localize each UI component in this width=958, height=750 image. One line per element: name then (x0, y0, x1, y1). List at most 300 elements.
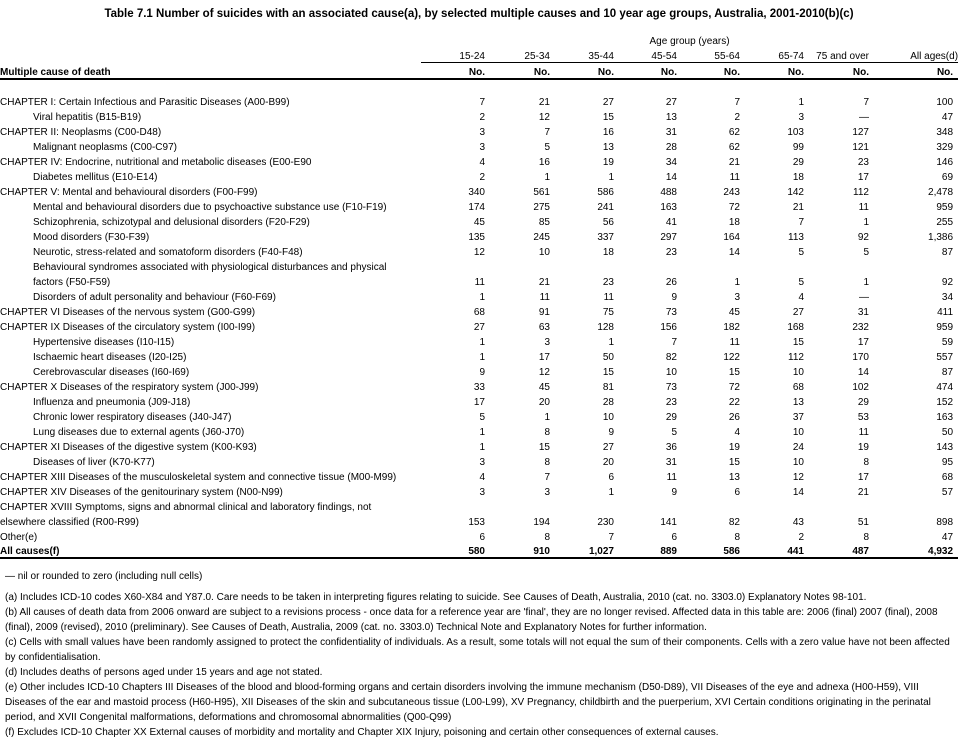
unit-label: No. (869, 62, 958, 79)
value-cell: 1 (608, 487, 614, 498)
value-cell: 8 (863, 457, 869, 468)
value-cell: — (859, 112, 869, 123)
value-cell: 15 (792, 337, 804, 348)
value-cell: 21 (538, 97, 550, 108)
value-cell: 3 (479, 487, 485, 498)
value-cell: 232 (852, 322, 869, 333)
value-cell: 1 (608, 172, 614, 183)
unit-label: No. (677, 62, 740, 79)
row-label: factors (F50-F59) (33, 277, 111, 288)
value-cell: 14 (728, 247, 740, 258)
value-cell: 29 (857, 397, 869, 408)
value-cell: 1 (608, 337, 614, 348)
value-cell: 3 (734, 292, 740, 303)
value-cell: 12 (538, 367, 550, 378)
value-cell: 10 (792, 367, 804, 378)
table-row (0, 213, 958, 228)
value-cell: 27 (792, 307, 804, 318)
value-cell: 5 (863, 247, 869, 258)
unit-label: No. (740, 62, 804, 79)
value-cell: 50 (941, 427, 954, 438)
value-cell: 348 (936, 127, 954, 138)
spacer-row (0, 79, 958, 93)
value-cell: 6 (734, 487, 740, 498)
value-cell: 28 (602, 397, 614, 408)
value-cell: 230 (597, 517, 614, 528)
value-cell: 18 (728, 217, 740, 228)
value-cell: 87 (941, 247, 954, 258)
value-cell: 45 (538, 382, 550, 393)
footnotes (5, 590, 954, 740)
age-column-header: 25-34 (485, 47, 550, 62)
value-cell: 9 (608, 427, 614, 438)
value-cell (485, 498, 550, 513)
value-cell: 112 (853, 187, 869, 198)
value-cell: 10 (665, 367, 677, 378)
value-cell: 1 (479, 427, 485, 438)
value-cell: 11 (858, 202, 869, 213)
value-cell: 121 (852, 142, 869, 153)
value-cell: 53 (857, 412, 869, 423)
age-columns-row (0, 47, 958, 62)
value-cell: 17 (538, 352, 550, 363)
value-cell: 17 (857, 172, 869, 183)
age-group-header-row (0, 32, 958, 47)
value-cell: 135 (468, 232, 485, 243)
value-cell: 141 (660, 517, 677, 528)
value-cell: 12 (538, 112, 550, 123)
table-row (0, 93, 958, 108)
value-cell: 561 (533, 187, 550, 198)
value-cell: 1 (544, 172, 550, 183)
value-cell: 23 (857, 157, 869, 168)
value-cell: 3 (479, 142, 485, 153)
footnote: (c) Cells with small values have been randomly assigned to protect the confidentiality of individuals. As a result, some totals will not equal the sum of their components. Cells with a zero value have not been affected by confidentialisation. (5, 637, 950, 663)
value-cell: 21 (857, 487, 869, 498)
value-cell: 163 (660, 202, 677, 213)
value-cell: 164 (723, 232, 740, 243)
value-cell: 23 (665, 397, 677, 408)
value-cell: 27 (473, 322, 485, 333)
value-cell: 92 (857, 232, 869, 243)
value-cell: 7 (608, 532, 614, 543)
value-cell: 6 (608, 472, 614, 483)
value-cell: 34 (941, 292, 954, 303)
value-cell: 910 (485, 543, 550, 558)
table-row (0, 288, 958, 303)
row-label: CHAPTER IX Diseases of the circulatory system (I00-I99) (0, 322, 256, 333)
row-label: Schizophrenia, schizotypal and delusional disorders (F20-F29) (33, 217, 310, 228)
value-cell: 19 (857, 442, 869, 453)
value-cell (421, 498, 485, 513)
value-cell: 11 (474, 277, 485, 288)
value-cell: 27 (602, 442, 614, 453)
value-cell: 22 (728, 397, 740, 408)
value-cell: 20 (602, 457, 614, 468)
value-cell: 474 (936, 382, 954, 393)
value-cell: 128 (597, 322, 614, 333)
value-cell: 2 (734, 112, 740, 123)
table-row (0, 453, 958, 468)
value-cell: 245 (533, 232, 550, 243)
table-body (0, 79, 958, 558)
value-cell: 91 (538, 307, 550, 318)
value-cell: 243 (723, 187, 740, 198)
age-column-header: 45-54 (614, 47, 677, 62)
value-cell: 889 (614, 543, 677, 558)
table-row (0, 423, 958, 438)
value-cell: 69 (941, 172, 954, 183)
value-cell: 81 (602, 382, 614, 393)
table-row (0, 198, 958, 213)
row-label: Diabetes mellitus (E10-E14) (33, 172, 158, 183)
value-cell: 68 (941, 472, 954, 483)
value-cell (740, 498, 804, 513)
value-cell: 3 (479, 457, 485, 468)
value-cell: 17 (857, 337, 869, 348)
value-cell: 72 (728, 202, 740, 213)
value-cell: 13 (665, 112, 677, 123)
value-cell: 16 (538, 157, 550, 168)
value-cell (740, 258, 804, 273)
row-label: Mood disorders (F30-F39) (33, 232, 150, 243)
table-row (0, 273, 958, 288)
value-cell: 5 (544, 142, 550, 153)
data-table (0, 32, 958, 559)
value-cell: 27 (602, 97, 614, 108)
table-row (0, 243, 958, 258)
table-row (0, 378, 958, 393)
value-cell: 8 (544, 427, 550, 438)
value-cell: 1 (479, 337, 485, 348)
value-cell: 2 (479, 112, 485, 123)
value-cell: 11 (729, 337, 740, 348)
value-cell: 2 (479, 172, 485, 183)
age-column-header: 75 and over (804, 47, 869, 62)
value-cell: 10 (792, 457, 804, 468)
value-cell: 5 (479, 412, 485, 423)
value-cell: 95 (941, 457, 954, 468)
value-cell: 14 (665, 172, 677, 183)
value-cell: 47 (941, 112, 954, 123)
value-cell: 143 (936, 442, 954, 453)
value-cell: 153 (468, 517, 485, 528)
row-label: Hypertensive diseases (I10-I15) (33, 337, 175, 348)
value-cell: 19 (602, 157, 614, 168)
unit-label: No. (485, 62, 550, 79)
row-label: Influenza and pneumonia (J09-J18) (33, 397, 191, 408)
footnote: (e) Other includes ICD-10 Chapters III Diseases of the blood and blood-forming organs and certain disorders involving the immune mechanism (D50-D89), VII Diseases of the eye and adnexa (H00-H59), VIII Diseases of the ear and mastoid process (H60-H95), XII Diseases of the skin and subcutaneous tissue (L00-L99), XV Pregnancy, childbirth and the puerperium, XVI Certain conditions originating in the perinatal period, and XVII Congenital malformations, deformations and chromosomal abnormalities (Q00-Q99) (5, 682, 931, 723)
table-row (0, 468, 958, 483)
value-cell: 31 (857, 307, 869, 318)
value-cell: 4 (734, 427, 740, 438)
value-cell: 168 (787, 322, 804, 333)
value-cell: 113 (788, 232, 804, 243)
table-row (0, 498, 958, 513)
row-label: Chronic lower respiratory diseases (J40-J47) (33, 412, 232, 423)
value-cell: 1 (734, 277, 740, 288)
value-cell: 10 (602, 412, 614, 423)
value-cell: 16 (602, 127, 614, 138)
value-cell: 557 (936, 352, 954, 363)
value-cell: 21 (538, 277, 550, 288)
value-cell: 72 (728, 382, 740, 393)
value-cell: 3 (798, 112, 804, 123)
row-label: CHAPTER XVIII Symptoms, signs and abnormal clinical and laboratory findings, not (0, 502, 372, 513)
value-cell: 43 (792, 517, 804, 528)
footnote: (d) Includes deaths of persons aged under 15 years and age not stated. (5, 667, 323, 678)
value-cell: 5 (798, 247, 804, 258)
row-label: Malignant neoplasms (C00-C97) (33, 142, 177, 153)
age-column-header: 65-74 (740, 47, 804, 62)
value-cell: 15 (728, 457, 740, 468)
table-row (0, 258, 958, 273)
value-cell: 5 (671, 427, 677, 438)
table-row (0, 108, 958, 123)
value-cell: 62 (728, 127, 740, 138)
value-cell: 8 (544, 532, 550, 543)
value-cell: 340 (468, 187, 485, 198)
value-cell (869, 258, 958, 273)
value-cell: 24 (792, 442, 804, 453)
table-row (0, 183, 958, 198)
value-cell: 102 (852, 382, 869, 393)
table-row (0, 363, 958, 378)
value-cell: 51 (857, 517, 869, 528)
value-cell: 14 (857, 367, 869, 378)
value-cell: 8 (544, 457, 550, 468)
row-label: Behavioural syndromes associated with physiological disturbances and physical (33, 262, 387, 273)
value-cell: 11 (729, 172, 740, 183)
value-cell: 29 (665, 412, 677, 423)
value-cell: 31 (665, 457, 677, 468)
value-cell: 87 (941, 367, 954, 378)
value-cell: 23 (602, 277, 614, 288)
table-row (0, 153, 958, 168)
value-cell: 959 (936, 322, 954, 333)
value-cell: 34 (665, 157, 677, 168)
value-cell: 10 (792, 427, 804, 438)
table-row (0, 393, 958, 408)
value-cell: 11 (603, 292, 614, 303)
value-cell: 7 (479, 97, 485, 108)
value-cell: 15 (728, 367, 740, 378)
value-cell (677, 258, 740, 273)
value-cell: — (859, 292, 869, 303)
value-cell: 41 (665, 217, 677, 228)
value-cell: 47 (941, 532, 954, 543)
value-cell: 12 (473, 247, 485, 258)
row-label: Disorders of adult personality and behaviour (F60-F69) (33, 292, 276, 303)
footnote: (a) Includes ICD-10 codes X60-X84 and Y87.0. Care needs to be taken in interpreting figures relating to suicide. See Causes of Death, Australia, 2010 (cat. no. 3303.0) Explanatory Notes 98-101. (5, 592, 867, 603)
value-cell: 50 (602, 352, 614, 363)
unit-label: No. (550, 62, 614, 79)
value-cell: 56 (602, 217, 614, 228)
value-cell (804, 258, 869, 273)
table-row (0, 333, 958, 348)
value-cell: 75 (602, 307, 614, 318)
value-cell: 7 (734, 97, 740, 108)
value-cell: 487 (804, 543, 869, 558)
value-cell: 14 (792, 487, 804, 498)
value-cell: 1 (479, 292, 485, 303)
value-cell: 7 (544, 472, 550, 483)
value-cell: 1 (863, 277, 869, 288)
value-cell: 2 (798, 532, 804, 543)
value-cell: 6 (479, 532, 485, 543)
value-cell (804, 498, 869, 513)
table-row (0, 303, 958, 318)
value-cell: 26 (728, 412, 740, 423)
value-cell: 1 (863, 217, 869, 228)
row-label: CHAPTER XIII Diseases of the musculoskeletal system and connective tissue (M00-M99) (0, 472, 397, 483)
value-cell: 959 (936, 202, 954, 213)
unit-label: No. (804, 62, 869, 79)
value-cell: 127 (852, 127, 869, 138)
value-cell: 23 (665, 247, 677, 258)
value-cell (614, 258, 677, 273)
value-cell: 11 (666, 472, 677, 483)
value-cell: 174 (468, 202, 485, 213)
value-cell: 9 (479, 367, 485, 378)
value-cell: 29 (792, 157, 804, 168)
value-cell: 12 (792, 472, 804, 483)
table-row (0, 318, 958, 333)
value-cell: 45 (473, 217, 485, 228)
value-cell: 9 (671, 487, 677, 498)
corner-cell (0, 47, 421, 62)
value-cell: 1 (479, 352, 485, 363)
value-cell: 11 (539, 292, 550, 303)
footnote: (b) All causes of death data from 2006 onward are subject to a revisions process - once data for a reference year are 'final', they are no longer revised. Affected data in this table are: 2006 (final) 2007 (final), 2008 (final), 2009 (revised), 2010 (preliminary). See Causes of Death, Australia, 2009 (cat. no. 3303.0) Technical Note and Explanatory Notes for further information. (5, 607, 938, 633)
value-cell: 13 (792, 397, 804, 408)
value-cell: 3 (544, 337, 550, 348)
value-cell: 170 (852, 352, 869, 363)
value-cell: 63 (538, 322, 550, 333)
value-cell: 18 (792, 172, 804, 183)
value-cell: 26 (665, 277, 677, 288)
value-cell: 18 (602, 247, 614, 258)
table-row (0, 438, 958, 453)
row-label: Ischaemic heart diseases (I20-I25) (33, 352, 187, 363)
value-cell: 17 (857, 472, 869, 483)
value-cell: 36 (665, 442, 677, 453)
value-cell: 68 (792, 382, 804, 393)
value-cell: 37 (792, 412, 804, 423)
row-label: CHAPTER V: Mental and behavioural disorders (F00-F99) (0, 187, 258, 198)
value-cell: 1 (544, 412, 550, 423)
row-label: All causes(f) (0, 543, 421, 558)
value-cell: 33 (473, 382, 485, 393)
value-cell: 4 (798, 292, 804, 303)
value-cell: 1,027 (550, 543, 614, 558)
value-cell: 103 (787, 127, 804, 138)
value-cell (550, 258, 614, 273)
value-cell: 275 (533, 202, 550, 213)
table-row (0, 138, 958, 153)
table-title: Table 7.1 Number of suicides with an associated cause(a), by selected multiple causes and 10 year age groups, Australia, 2001-2010(b)(c) (104, 8, 854, 20)
value-cell: 4,932 (869, 543, 958, 558)
row-label: CHAPTER IV: Endocrine, nutritional and metabolic diseases (E00-E90 (0, 157, 312, 168)
value-cell: 21 (728, 157, 740, 168)
value-cell: 152 (936, 397, 954, 408)
value-cell: 7 (863, 97, 869, 108)
value-cell: 8 (734, 532, 740, 543)
row-label: CHAPTER VI Diseases of the nervous system (G00-G99) (0, 307, 256, 318)
value-cell: 7 (671, 337, 677, 348)
value-cell: 31 (665, 127, 677, 138)
value-cell: 182 (723, 322, 740, 333)
value-cell (869, 498, 958, 513)
value-cell: 45 (728, 307, 740, 318)
value-cell: 156 (660, 322, 677, 333)
unit-label: No. (421, 62, 485, 79)
age-column-header: All ages(d) (869, 47, 958, 62)
value-cell: 15 (538, 442, 550, 453)
row-label: elsewhere classified (R00-R99) (0, 517, 139, 528)
value-cell: 580 (421, 543, 485, 558)
value-cell: 59 (941, 337, 954, 348)
value-cell: 7 (798, 217, 804, 228)
value-cell (550, 498, 614, 513)
table-row (0, 408, 958, 423)
value-cell: 4 (479, 157, 485, 168)
age-group-header: Age group (years) (649, 36, 730, 47)
value-cell: 441 (740, 543, 804, 558)
age-column-header: 15-24 (421, 47, 485, 62)
row-label: CHAPTER XIV Diseases of the genitourinary system (N00-N99) (0, 487, 283, 498)
table-row (0, 228, 958, 243)
value-cell (421, 258, 485, 273)
value-cell: 3 (544, 487, 550, 498)
value-cell (614, 498, 677, 513)
row-label: Lung diseases due to external agents (J60-J70) (33, 427, 245, 438)
row-label: Neurotic, stress-related and somatoform disorders (F40-F48) (33, 247, 303, 258)
table-row (0, 348, 958, 363)
value-cell: 57 (941, 487, 954, 498)
value-cell: 586 (597, 187, 614, 198)
value-cell: 4 (479, 472, 485, 483)
value-cell: 122 (723, 352, 740, 363)
unit-label: No. (614, 62, 677, 79)
row-label: Mental and behavioural disorders due to psychoactive substance use (F10-F19) (33, 202, 387, 213)
row-label: Other(e) (0, 532, 38, 543)
value-cell: 13 (728, 472, 740, 483)
value-cell: 17 (473, 397, 485, 408)
value-cell: 20 (538, 397, 550, 408)
value-cell: 1 (479, 442, 485, 453)
value-cell: 2,478 (928, 187, 954, 198)
value-cell: 62 (728, 142, 740, 153)
value-cell: 28 (665, 142, 677, 153)
row-header: Multiple cause of death (0, 62, 421, 79)
value-cell: 10 (538, 247, 550, 258)
value-cell (677, 498, 740, 513)
value-cell: 241 (597, 202, 614, 213)
value-cell: 92 (941, 277, 954, 288)
row-label: Cerebrovascular diseases (I60-I69) (33, 367, 190, 378)
value-cell: 898 (936, 517, 954, 528)
value-cell: 1 (798, 97, 804, 108)
value-cell: 337 (597, 232, 614, 243)
value-cell: 68 (473, 307, 485, 318)
value-cell: 146 (936, 157, 954, 168)
age-column-header: 55-64 (677, 47, 740, 62)
row-label: Diseases of liver (K70-K77) (33, 457, 155, 468)
row-label: CHAPTER X Diseases of the respiratory system (J00-J99) (0, 382, 259, 393)
table-row (0, 168, 958, 183)
table-row (0, 123, 958, 138)
